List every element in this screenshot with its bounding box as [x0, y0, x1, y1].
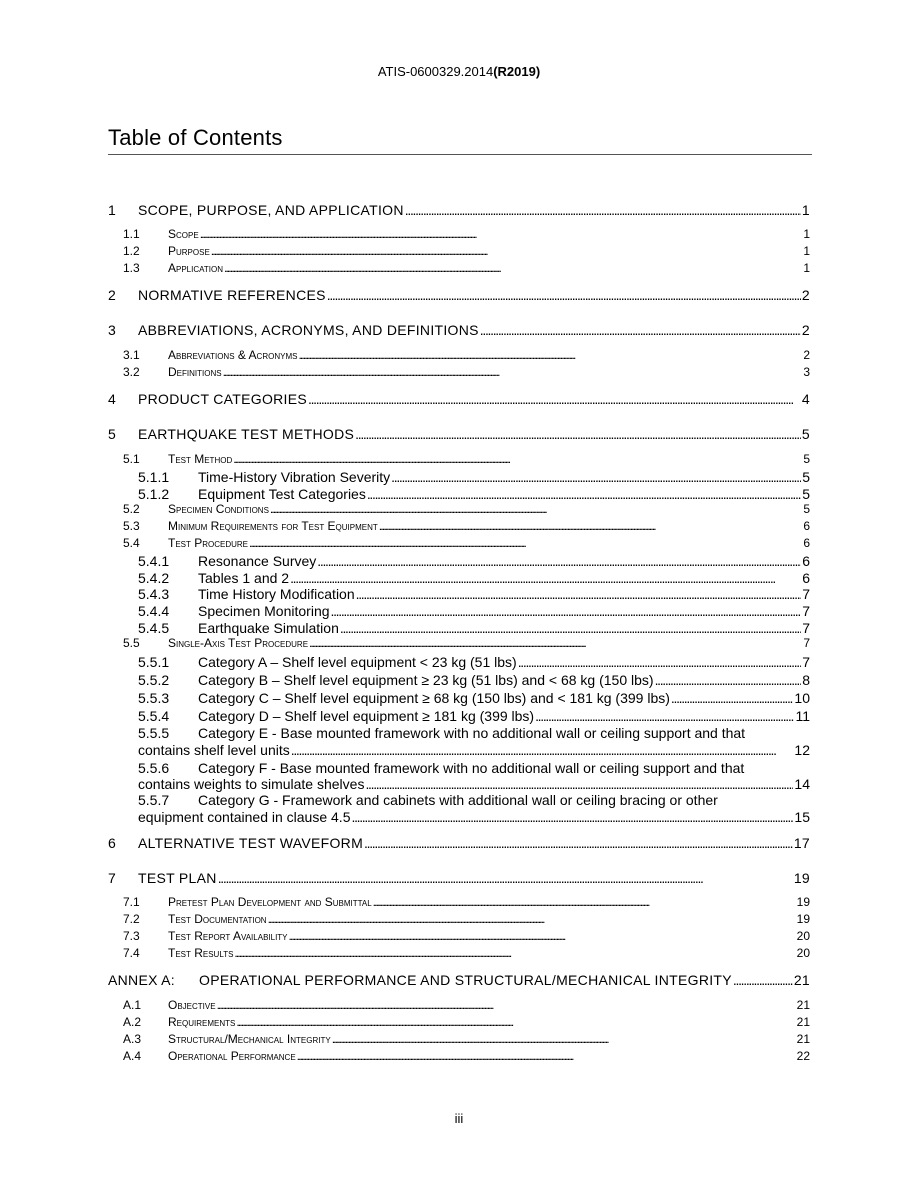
toc-entry-continuation[interactable]	[138, 809, 810, 825]
toc-entry[interactable]	[123, 912, 810, 926]
toc-entry[interactable]	[123, 519, 810, 533]
toc-page-number: 21	[796, 998, 810, 1012]
toc-dot-leader	[340, 620, 801, 636]
toc-dot-leader	[355, 426, 801, 442]
toc-dot-leader	[379, 519, 803, 533]
toc-page-number: 7	[802, 654, 810, 670]
document-revision: (R2019)	[493, 64, 541, 79]
toc-dot-leader	[268, 912, 796, 926]
toc-entry[interactable]	[123, 636, 810, 650]
toc-page-number: 19	[793, 870, 810, 886]
toc-page-number: 1	[803, 244, 810, 258]
toc-dot-leader	[200, 227, 803, 241]
toc-dot-leader	[289, 929, 796, 943]
toc-dot-leader	[234, 946, 795, 960]
toc-entry-title: Definitions	[168, 365, 222, 379]
toc-entry[interactable]	[123, 946, 810, 960]
toc-entry[interactable]	[108, 426, 810, 442]
toc-entry-title-continued: equipment contained in clause 4.5	[138, 809, 351, 825]
toc-entry-title: Specimen Monitoring	[198, 603, 330, 619]
toc-page-number: 5	[803, 452, 810, 466]
toc-entry-title: OPERATIONAL PERFORMANCE AND STRUCTURAL/MECHANICAL INTEGRITY	[199, 972, 732, 988]
toc-page-number: 14	[794, 776, 810, 792]
toc-entry-title: TEST PLAN	[138, 870, 217, 886]
toc-entry-title: Objective	[168, 998, 216, 1012]
toc-page-number: 5	[802, 469, 810, 485]
toc-entry-number: 5.5.2	[138, 672, 170, 688]
toc-entry-number: 5.5	[123, 636, 140, 650]
toc-entry[interactable]	[123, 998, 810, 1012]
toc-entry-continuation[interactable]	[138, 776, 810, 792]
toc-entry-title: Category F - Base mounted framework with no additional wall or ceiling support and that	[198, 760, 745, 776]
toc-entry[interactable]	[138, 486, 810, 502]
document-id: ATIS-0600329.2014	[377, 64, 494, 79]
page-title: Table of Contents	[108, 125, 283, 150]
toc-page-number: 1	[801, 202, 810, 218]
toc-entry-number: A.4	[123, 1049, 142, 1063]
toc-page-number: 20	[796, 946, 810, 960]
toc-page-number: 7	[802, 620, 810, 636]
toc-dot-leader	[233, 452, 802, 466]
toc-entry-title-continued: contains weights to simulate shelves	[138, 776, 365, 792]
toc-dot-leader	[291, 742, 794, 758]
toc-entry-number: 7.4	[123, 946, 140, 960]
toc-entry[interactable]	[108, 287, 810, 303]
toc-entry[interactable]	[123, 261, 810, 275]
toc-entry-number: 5.4.5	[138, 620, 170, 636]
toc-entry-number: 3.2	[123, 365, 140, 379]
toc-entry-title: Structural/Mechanical Integrity	[168, 1032, 331, 1046]
title-divider	[108, 154, 812, 155]
document-header	[0, 64, 918, 79]
toc-page-number: 22	[796, 1049, 810, 1063]
toc-dot-leader	[309, 636, 802, 650]
toc-entry-title: EARTHQUAKE TEST METHODS	[138, 426, 355, 442]
toc-entry-number: 2	[108, 287, 117, 303]
toc-dot-leader	[367, 486, 801, 502]
toc-entry-title: Time-History Vibration Severity	[198, 469, 391, 485]
toc-entry-heading[interactable]	[138, 792, 718, 808]
toc-entry[interactable]	[138, 586, 810, 602]
toc-page-number: 6	[802, 553, 810, 569]
toc-entry-number: 5.4.3	[138, 586, 170, 602]
toc-entry-title: Pretest Plan Development and Submittal	[168, 895, 372, 909]
toc-dot-leader	[391, 469, 801, 485]
toc-entry-number: 5.1.1	[138, 469, 170, 485]
toc-dot-leader	[535, 708, 794, 724]
toc-dot-leader	[364, 835, 793, 851]
toc-dot-leader	[480, 322, 801, 338]
toc-dot-leader	[365, 776, 793, 792]
toc-page-number: 6	[802, 570, 810, 586]
toc-page-number: 5	[801, 426, 810, 442]
toc-entry[interactable]	[123, 536, 810, 550]
toc-page-number: 2	[801, 322, 810, 338]
toc-dot-leader	[351, 809, 793, 825]
toc-page-number: 21	[793, 972, 810, 988]
toc-entry[interactable]	[138, 603, 810, 619]
toc-entry-number: 5.4.1	[138, 553, 170, 569]
toc-entry-number: A.3	[123, 1032, 142, 1046]
toc-entry-number: 5.5.3	[138, 690, 170, 706]
toc-entry-title: PRODUCT CATEGORIES	[138, 391, 308, 407]
toc-dot-leader	[671, 690, 794, 706]
toc-entry-title: Scope	[168, 227, 199, 241]
toc-entry-number: 5.4.2	[138, 570, 170, 586]
toc-page-number: 15	[794, 809, 810, 825]
toc-entry-number: 5.1	[123, 452, 140, 466]
toc-entry[interactable]	[123, 1049, 810, 1063]
toc-page-number: 2	[803, 348, 810, 362]
toc-page-number: 7	[802, 586, 810, 602]
toc-entry-number: 7	[108, 870, 117, 886]
toc-entry-number: 5	[108, 426, 117, 442]
toc-entry-number: 5.5.6	[138, 760, 170, 776]
toc-entry[interactable]	[138, 672, 810, 688]
toc-entry-number: 1	[108, 202, 117, 218]
toc-entry-title: Purpose	[168, 244, 210, 258]
toc-entry[interactable]	[138, 469, 810, 485]
toc-page-number: 19	[796, 895, 810, 909]
toc-entry-number: 3.1	[123, 348, 140, 362]
toc-entry-heading[interactable]	[138, 725, 745, 741]
toc-entry-title: Tables 1 and 2	[198, 570, 290, 586]
toc-dot-leader	[297, 1049, 796, 1063]
toc-entry-number: 5.1.2	[138, 486, 170, 502]
toc-page-number: 21	[796, 1032, 810, 1046]
toc-page-number: 17	[793, 835, 810, 851]
toc-entry-number: 7.2	[123, 912, 140, 926]
toc-entry-title: Test Documentation	[168, 912, 267, 926]
toc-entry-title: Category C – Shelf level equipment ≥ 68 kg (150 lbs) and < 181 kg (399 lbs)	[198, 690, 670, 706]
toc-page-number: 6	[803, 519, 810, 533]
toc-entry[interactable]	[108, 322, 810, 338]
toc-entry[interactable]	[123, 929, 810, 943]
toc-page-number: 7	[802, 603, 810, 619]
toc-dot-leader	[290, 570, 801, 586]
toc-entry[interactable]	[138, 620, 810, 636]
toc-entry[interactable]	[108, 870, 810, 886]
toc-entry[interactable]	[108, 202, 810, 218]
toc-entry[interactable]	[123, 1032, 810, 1046]
toc-entry-title: Category B – Shelf level equipment ≥ 23 kg (51 lbs) and < 68 kg (150 lbs)	[198, 672, 654, 688]
toc-entry-title: Operational Performance	[168, 1049, 296, 1063]
toc-entry-title: Specimen Conditions	[168, 502, 269, 516]
toc-entry[interactable]	[123, 365, 810, 379]
toc-entry-number: ANNEX A:	[108, 972, 175, 988]
toc-page-number: 4	[801, 391, 810, 407]
toc-entry-number: 1.3	[123, 261, 140, 275]
toc-dot-leader	[223, 365, 803, 379]
toc-entry[interactable]	[138, 553, 810, 569]
toc-dot-leader	[405, 202, 801, 218]
toc-entry-title: Category E - Base mounted framework with no additional wall or ceiling support and that	[198, 725, 746, 741]
toc-dot-leader	[332, 1032, 796, 1046]
toc-entry[interactable]	[138, 708, 810, 724]
page-number: iii	[454, 1111, 464, 1126]
toc-dot-leader	[211, 244, 803, 258]
toc-dot-leader	[317, 553, 801, 569]
toc-dot-leader	[224, 261, 802, 275]
toc-entry-number: 5.5.4	[138, 708, 170, 724]
toc-dot-leader	[331, 603, 802, 619]
toc-page-number: 5	[802, 486, 810, 502]
toc-entry[interactable]	[123, 348, 810, 362]
toc-entry-number: A.2	[123, 1015, 142, 1029]
toc-entry-title: Minimum Requirements for Test Equipment	[168, 519, 378, 533]
toc-entry-title: Resonance Survey	[198, 553, 317, 569]
toc-entry-title: NORMATIVE REFERENCES	[138, 287, 326, 303]
toc-dot-leader	[356, 586, 802, 602]
toc-entry[interactable]	[123, 244, 810, 258]
toc-entry[interactable]	[108, 835, 810, 851]
toc-entry-title: Earthquake Simulation	[198, 620, 339, 636]
toc-entry-number: 5.4.4	[138, 603, 170, 619]
toc-entry-title: Requirements	[168, 1015, 236, 1029]
toc-entry-title: SCOPE, PURPOSE, AND APPLICATION	[138, 202, 404, 218]
toc-entry-number: 4	[108, 391, 117, 407]
toc-page-number: 6	[803, 536, 810, 550]
toc-page-number: 3	[803, 365, 810, 379]
toc-dot-leader	[217, 998, 796, 1012]
toc-entry-title: Time History Modification	[198, 586, 355, 602]
toc-page-number: 19	[796, 912, 810, 926]
toc-entry[interactable]	[123, 452, 810, 466]
toc-dot-leader	[298, 348, 802, 362]
toc-dot-leader	[655, 672, 802, 688]
toc-entry-number: 6	[108, 835, 117, 851]
toc-entry-title: ABBREVIATIONS, ACRONYMS, AND DEFINITIONS	[138, 322, 479, 338]
toc-entry[interactable]	[138, 654, 810, 670]
toc-entry-title: Category G - Framework and cabinets with additional wall or ceiling bracing or other	[198, 792, 718, 808]
toc-entry-title: Test Method	[168, 452, 233, 466]
toc-dot-leader	[308, 391, 801, 407]
toc-entry-title: Test Report Availability	[168, 929, 288, 943]
toc-entry[interactable]	[123, 1015, 810, 1029]
toc-entry[interactable]	[108, 972, 810, 988]
toc-entry-continuation[interactable]	[138, 742, 810, 758]
toc-page-number: 21	[796, 1015, 810, 1029]
toc-entry-title: Single-Axis Test Procedure	[168, 636, 309, 650]
toc-dot-leader	[733, 972, 793, 988]
toc-entry[interactable]	[108, 391, 810, 407]
toc-page-number: 12	[794, 742, 810, 758]
toc-dot-leader	[518, 654, 802, 670]
toc-entry-title: ALTERNATIVE TEST WAVEFORM	[138, 835, 364, 851]
toc-entry-number: 5.3	[123, 519, 140, 533]
toc-entry[interactable]	[138, 690, 810, 706]
toc-entry[interactable]	[123, 227, 810, 241]
toc-page-number: 7	[803, 636, 810, 650]
toc-page-number: 8	[802, 672, 810, 688]
toc-entry[interactable]	[123, 895, 810, 909]
toc-page-number: 2	[801, 287, 810, 303]
toc-entry-number: 5.5.1	[138, 654, 170, 670]
toc-page-number: 5	[803, 502, 810, 516]
toc-page-number: 10	[794, 690, 810, 706]
toc-entry-number: 5.5.5	[138, 725, 170, 741]
toc-dot-leader	[218, 870, 793, 886]
toc-entry-number: 7.1	[123, 895, 140, 909]
toc-entry-title-continued: contains shelf level units	[138, 742, 290, 758]
toc-page-number: 1	[803, 261, 810, 275]
toc-dot-leader	[249, 536, 802, 550]
toc-entry-number: 7.3	[123, 929, 140, 943]
toc-dot-leader	[236, 1015, 795, 1029]
toc-page-number: 1	[803, 227, 810, 241]
toc-dot-leader	[270, 502, 802, 516]
toc-entry-number: 3	[108, 322, 117, 338]
toc-entry-number: A.1	[123, 998, 142, 1012]
toc-entry-title: Category D – Shelf level equipment ≥ 181 kg (399 lbs)	[198, 708, 535, 724]
toc-entry[interactable]	[123, 502, 810, 516]
toc-entry-number: 1.1	[123, 227, 140, 241]
toc-page-number: 11	[795, 708, 810, 724]
toc-dot-leader	[373, 895, 796, 909]
toc-entry-number: 5.4	[123, 536, 140, 550]
toc-entry-number: 5.5.7	[138, 792, 170, 808]
toc-entry-number: 5.2	[123, 502, 140, 516]
toc-entry[interactable]	[138, 570, 810, 586]
toc-dot-leader	[327, 287, 801, 303]
toc-entry-number: 1.2	[123, 244, 140, 258]
toc-entry-title: Abbreviations & Acronyms	[168, 348, 298, 362]
toc-entry-title: Equipment Test Categories	[198, 486, 366, 502]
toc-entry-title: Test Results	[168, 946, 234, 960]
toc-entry-heading[interactable]	[138, 760, 744, 776]
toc-page-number: 20	[796, 929, 810, 943]
toc-entry-title: Category A – Shelf level equipment < 23 kg (51 lbs)	[198, 654, 517, 670]
toc-entry-title: Application	[168, 261, 223, 275]
toc-entry-title: Test Procedure	[168, 536, 249, 550]
